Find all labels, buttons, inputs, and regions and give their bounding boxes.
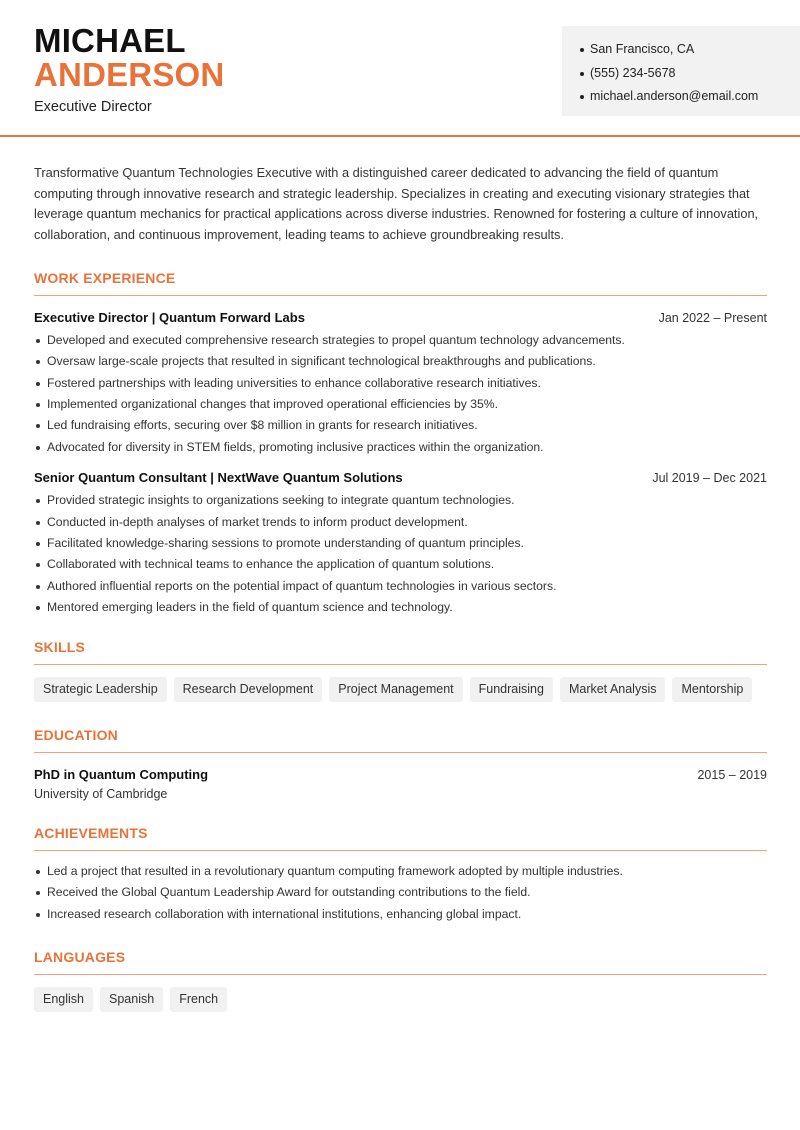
contact-email: michael.anderson@email.com bbox=[580, 85, 800, 109]
skill-tag: Project Management bbox=[329, 677, 462, 702]
section-title-work: WORK EXPERIENCE bbox=[34, 270, 767, 296]
skill-tag: Market Analysis bbox=[560, 677, 666, 702]
job-role: Executive Director bbox=[34, 99, 152, 115]
degree-title: PhD in Quantum Computing bbox=[34, 766, 209, 782]
last-name: ANDERSON bbox=[34, 56, 225, 93]
contact-box bbox=[562, 26, 800, 116]
achievement-item: Led a project that resulted in a revolutionary quantum computing framework adopted by multiple industries. bbox=[34, 861, 767, 882]
job-title: Executive Director | Quantum Forward Labs bbox=[34, 309, 305, 325]
contact-location: San Francisco, CA bbox=[580, 38, 800, 62]
job-bullet: Facilitated knowledge-sharing sessions to promote understanding of quantum principles. bbox=[34, 533, 767, 554]
job-bullet: Oversaw large-scale projects that resulted in significant technological breakthroughs and publications. bbox=[34, 351, 767, 372]
language-tag: French bbox=[170, 987, 227, 1012]
job-bullet: Conducted in-depth analyses of market trends to inform product development. bbox=[34, 512, 767, 533]
skill-tag: Strategic Leadership bbox=[34, 677, 167, 702]
resume-body bbox=[34, 163, 767, 1012]
job-bullet: Mentored emerging leaders in the field of quantum science and technology. bbox=[34, 597, 767, 618]
school-name: University of Cambridge bbox=[34, 786, 168, 801]
skill-tag: Research Development bbox=[174, 677, 323, 702]
job-date: Jul 2019 – Dec 2021 bbox=[652, 471, 767, 486]
job-bullet: Fostered partnerships with leading universities to enhance collaborative research initiatives. bbox=[34, 373, 767, 394]
contact-phone: (555) 234-5678 bbox=[580, 62, 800, 86]
language-tag: English bbox=[34, 987, 93, 1012]
section-title-skills: SKILLS bbox=[34, 639, 767, 665]
skills-section bbox=[34, 639, 767, 702]
education-date: 2015 – 2019 bbox=[697, 767, 767, 782]
education-section bbox=[34, 727, 767, 801]
job-bullet: Collaborated with technical teams to enhance the application of quantum solutions. bbox=[34, 554, 767, 575]
job-entry bbox=[34, 310, 767, 458]
summary: Transformative Quantum Technologies Executive with a distinguished career dedicated to advancing the field of quantum computing through innovative research and strategic leadership. Specializes in creating and executing visionary strategies that leverage quantum mechanics for practical applications across diverse industries. Renowned for fostering a culture of innovation, collaboration, and continuous improvement, leading teams to achieve groundbreaking results. bbox=[34, 165, 759, 243]
section-title-languages: LANGUAGES bbox=[34, 949, 767, 975]
skill-tag: Mentorship bbox=[672, 677, 752, 702]
section-title-education: EDUCATION bbox=[34, 727, 767, 753]
job-bullet: Led fundraising efforts, securing over $8 million in grants for research initiatives. bbox=[34, 415, 767, 436]
skill-tag: Fundraising bbox=[470, 677, 553, 702]
candidate-name bbox=[34, 24, 224, 92]
job-bullet: Provided strategic insights to organizations seeking to integrate quantum technologies. bbox=[34, 490, 767, 511]
achievement-item: Increased research collaboration with international institutions, enhancing global impact. bbox=[34, 904, 767, 925]
languages-section bbox=[34, 949, 767, 1012]
first-name: MICHAEL bbox=[34, 22, 186, 59]
achievements-section bbox=[34, 825, 767, 925]
job-title: Senior Quantum Consultant | NextWave Quantum Solutions bbox=[34, 470, 403, 486]
job-bullet: Authored influential reports on the potential impact of quantum technologies in various sectors. bbox=[34, 576, 767, 597]
language-tag: Spanish bbox=[100, 987, 163, 1012]
job-entry bbox=[34, 470, 767, 618]
achievement-item: Received the Global Quantum Leadership Award for outstanding contributions to the field. bbox=[34, 882, 767, 903]
job-bullet: Advocated for diversity in STEM fields, promoting inclusive practices within the organization. bbox=[34, 437, 767, 458]
job-date: Jan 2022 – Present bbox=[658, 310, 767, 325]
job-bullet: Developed and executed comprehensive research strategies to propel quantum technology advancements. bbox=[34, 330, 767, 351]
section-title-achievements: ACHIEVEMENTS bbox=[34, 825, 767, 851]
job-bullet: Implemented organizational changes that improved operational efficiencies by 35%. bbox=[34, 394, 767, 415]
resume-header bbox=[0, 0, 800, 137]
work-section bbox=[34, 270, 767, 619]
